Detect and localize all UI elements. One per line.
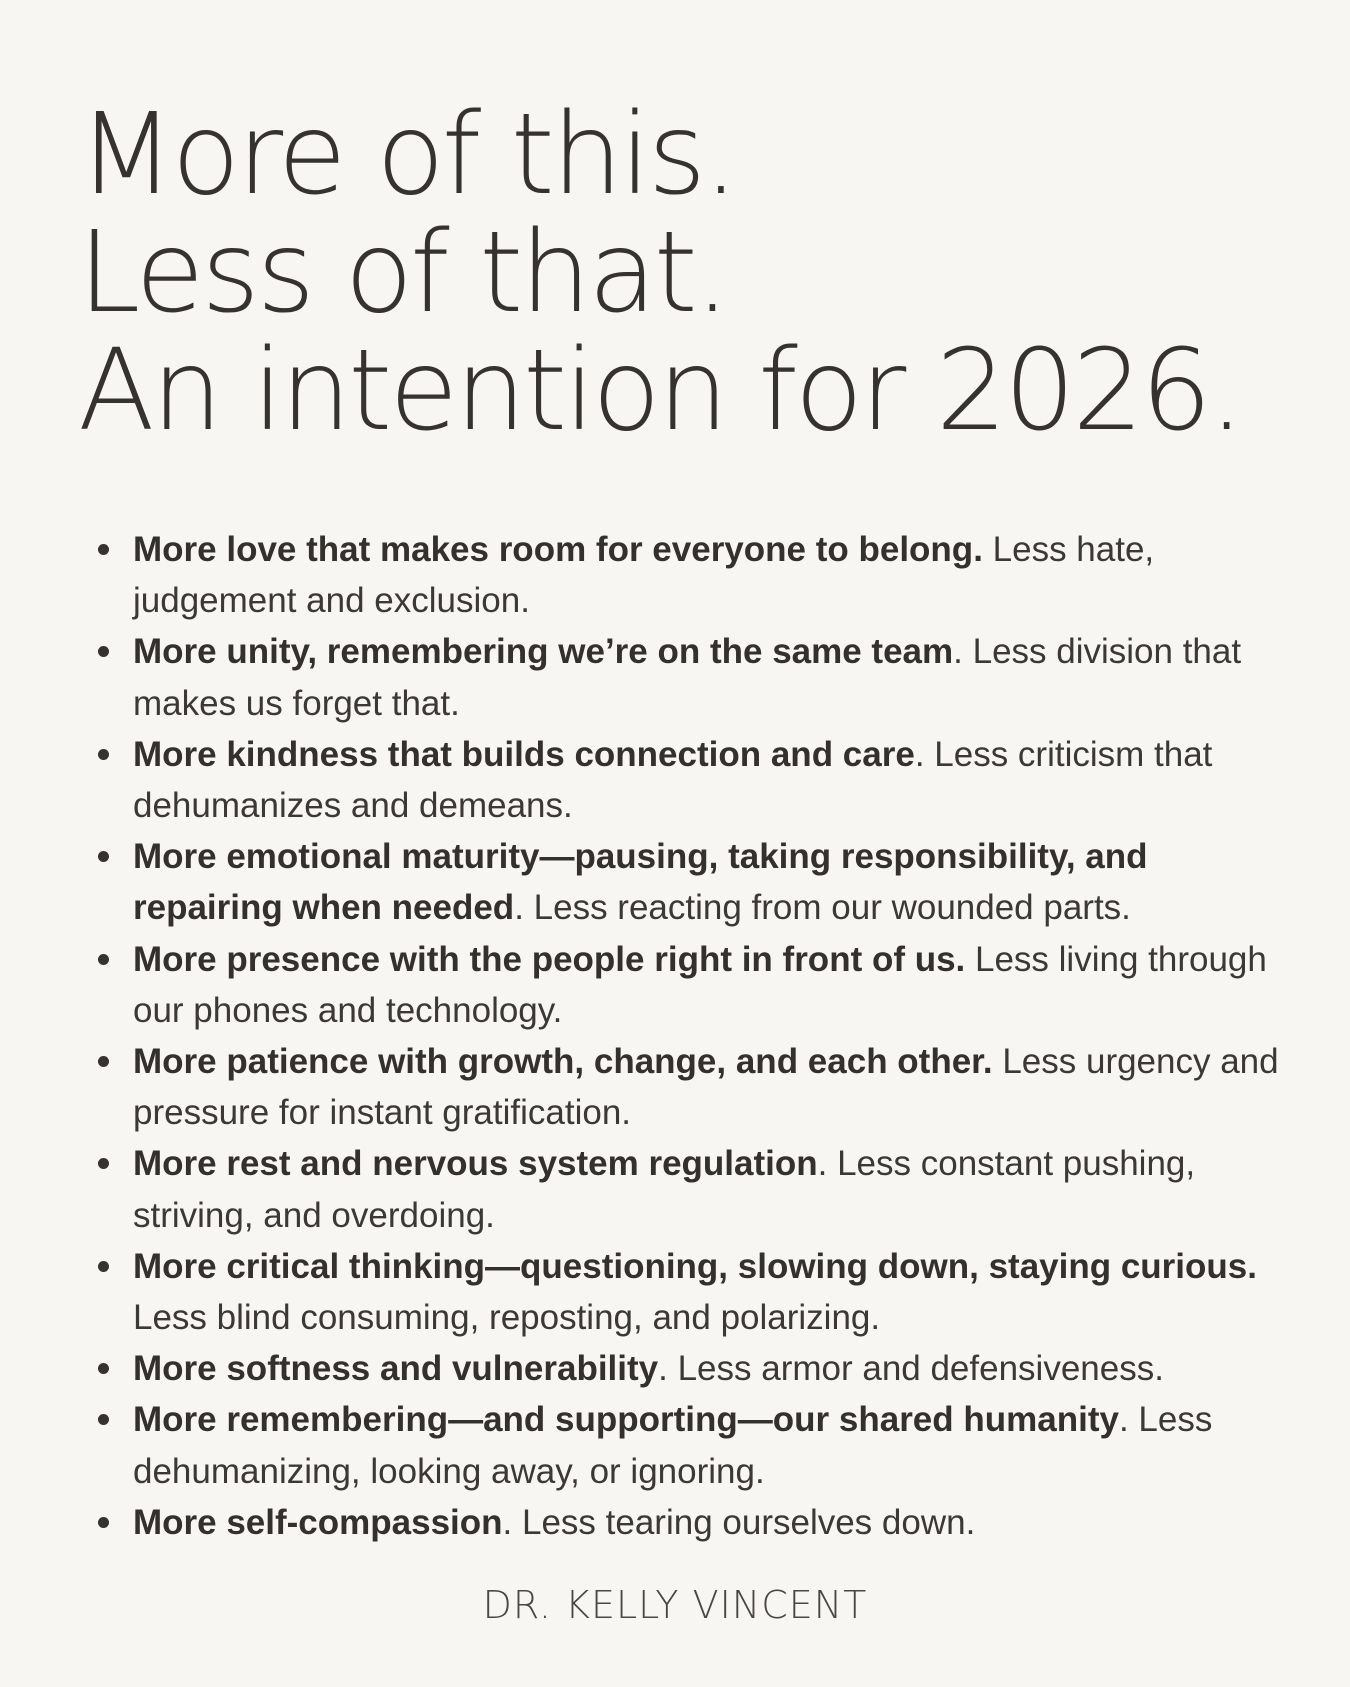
item-text: . Less reacting from our wounded parts.	[514, 888, 1131, 928]
list-item	[95, 1036, 1295, 1138]
bullet-icon	[98, 1517, 109, 1528]
item-bold-text: More love that makes room for everyone to belong.	[133, 530, 983, 569]
item-text: . Less armor and defensiveness.	[658, 1349, 1164, 1389]
item-bold-text: More remembering—and supporting—our shared humanity	[133, 1400, 1119, 1440]
list-item	[95, 1343, 1295, 1394]
item-bold-text: More presence with the people right in front of us.	[133, 939, 966, 979]
bullet-icon	[98, 1056, 109, 1067]
item-bold-text: More critical thinking—questioning, slowing down, staying curious.	[133, 1246, 1257, 1286]
bullet-icon	[98, 544, 109, 555]
headline-line-2: Less of that.	[78, 208, 728, 338]
list-item	[95, 831, 1295, 933]
item-bold-text: More rest and nervous system regulation	[133, 1144, 818, 1184]
headline-line-3: An intention for 2026.	[78, 326, 1242, 456]
list-item	[95, 1241, 1295, 1343]
bullet-icon	[98, 1261, 109, 1272]
item-bold-text: More self-compassion	[133, 1502, 503, 1542]
item-bold-text: More kindness that builds connection and care	[133, 734, 915, 774]
item-text: . Less tearing ourselves down.	[502, 1502, 976, 1542]
item-text: Less blind consuming, reposting, and polarizing.	[133, 1298, 881, 1338]
bullet-icon	[98, 954, 109, 965]
item-text: . Less criticism that dehumanizes and demeans.	[133, 734, 1213, 826]
item-text: . Less division that makes us forget that.	[133, 632, 1242, 723]
author-signature: DR. KELLY VINCENT	[482, 1583, 868, 1627]
item-bold-text: More emotional maturity—pausing, taking responsibility, and repairing when needed	[133, 837, 1148, 928]
item-text: Less urgency and pressure for instant gratification.	[133, 1042, 1279, 1133]
list-item	[95, 1138, 1295, 1240]
item-bold-text: More patience with growth, change, and each other.	[133, 1042, 993, 1082]
list-item	[95, 1497, 1295, 1548]
headline	[78, 90, 1242, 456]
bullet-icon	[98, 749, 109, 760]
list-item	[95, 1394, 1295, 1496]
bullet-icon	[98, 1414, 109, 1425]
list-item	[95, 626, 1295, 728]
headline-line-1: More of this.	[78, 90, 736, 220]
item-bold-text: More unity, remembering we’re on the same team	[133, 632, 954, 672]
bullet-icon	[98, 646, 109, 657]
item-text: . Less dehumanizing, looking away, or ignoring.	[133, 1400, 1213, 1491]
bullet-icon	[98, 851, 109, 862]
bullet-icon	[98, 1158, 109, 1169]
bullet-icon	[98, 1363, 109, 1374]
intention-list	[95, 524, 1295, 1548]
item-text: . Less constant pushing, striving, and overdoing.	[133, 1144, 1196, 1235]
item-text: Less living through our phones and technology.	[133, 939, 1267, 1030]
item-text: Less hate, judgement and exclusion.	[133, 530, 1155, 621]
list-item	[95, 729, 1295, 831]
list-item	[95, 934, 1295, 1036]
item-bold-text: More softness and vulnerability	[133, 1349, 659, 1389]
list-item	[95, 524, 1295, 626]
